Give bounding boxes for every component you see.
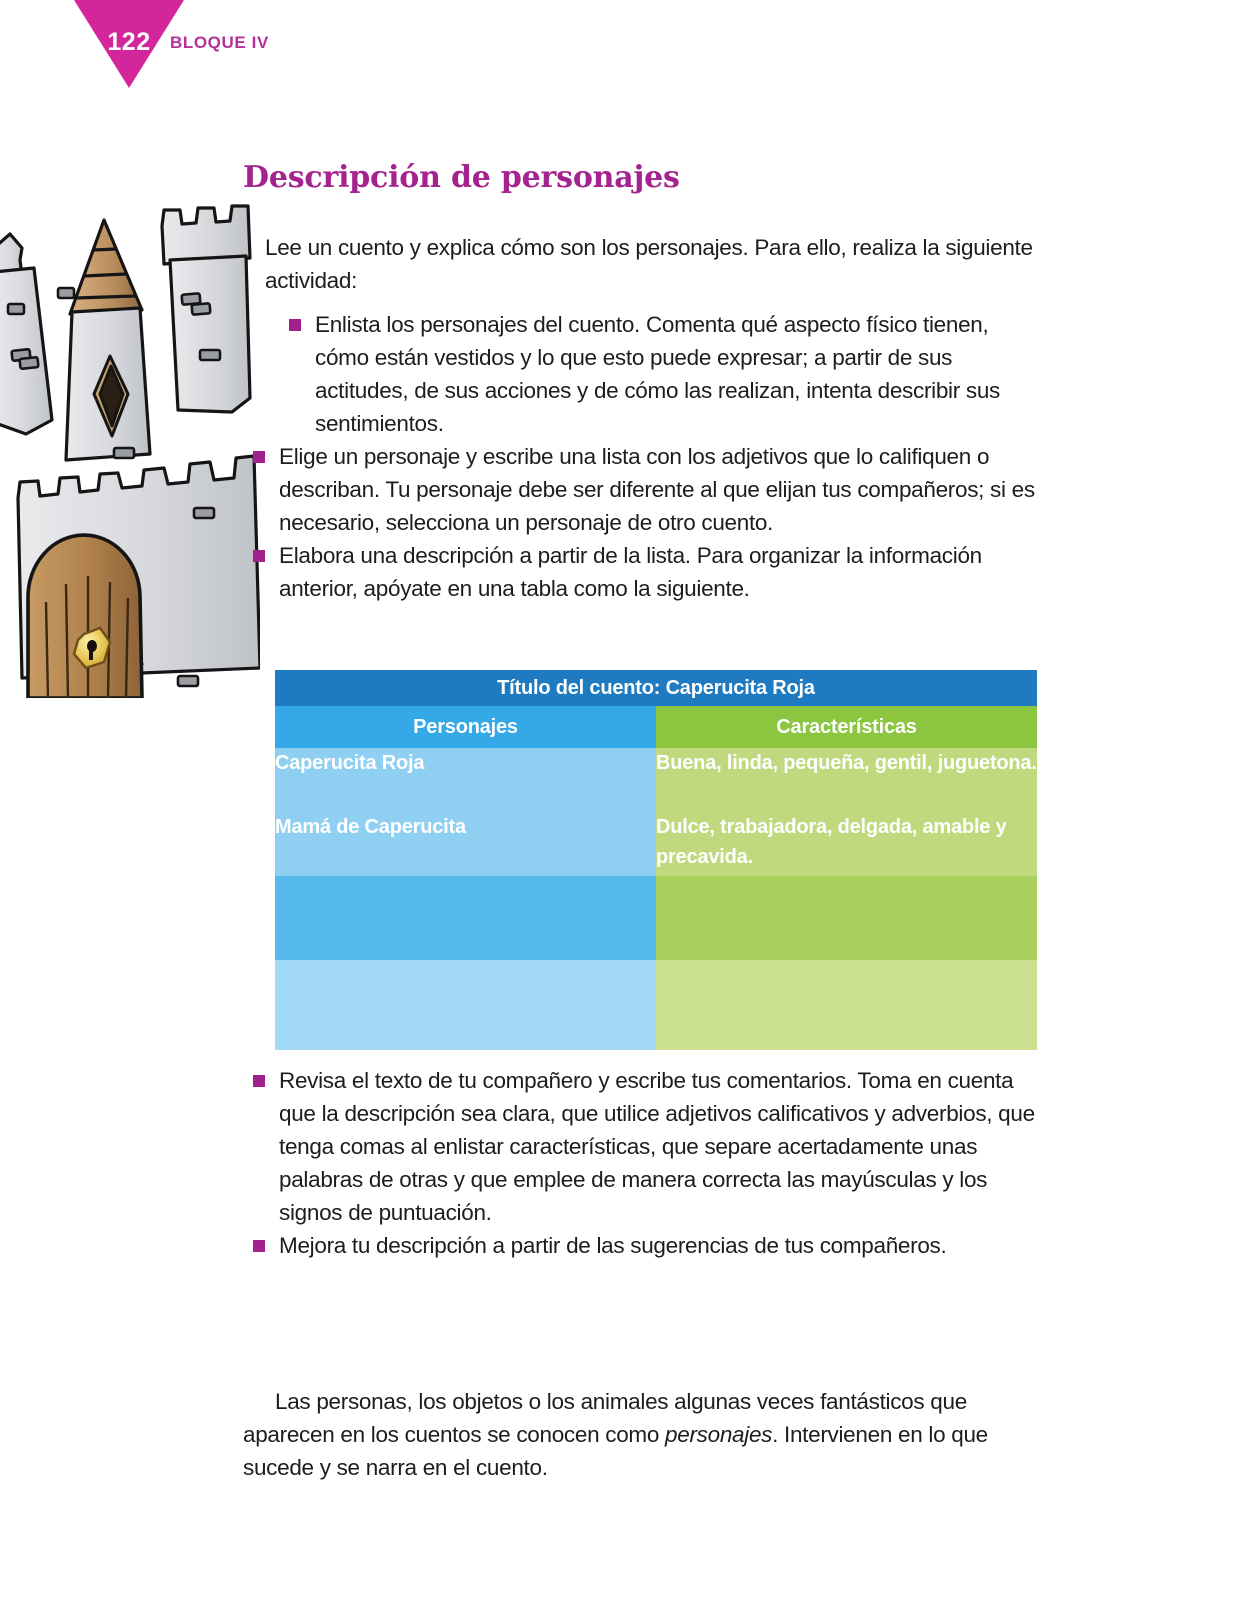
cell-caracteristicas[interactable]: [656, 960, 1037, 1050]
closing-text-part1: Las personas, los objetos o los animales algunas veces fantásticos que aparecen en los cuentos se conocen como: [243, 1388, 967, 1447]
table-row: [275, 748, 1037, 812]
page-number: 122: [107, 28, 151, 56]
table-row: [275, 960, 1037, 1050]
square-bullet-icon: [289, 319, 301, 331]
cell-caracteristicas[interactable]: [656, 876, 1037, 960]
square-bullet-icon: [253, 1075, 265, 1087]
closing-emphasis-term: personajes: [665, 1421, 773, 1447]
table-header-row: [275, 706, 1037, 748]
block-label: BLOQUE IV: [170, 33, 269, 52]
list-item-text: Enlista los personajes del cuento. Comenta qué aspecto físico tienen, cómo están vestidos y lo que esto puede expresar; a partir de sus actitudes, de sus acciones y de cómo las realizan, intenta describir sus sentimientos.: [315, 312, 1001, 436]
table-title-row: [275, 670, 1037, 706]
square-bullet-icon: [253, 550, 265, 562]
list-item: [243, 440, 1043, 539]
cell-personaje[interactable]: [275, 876, 656, 960]
intro-paragraph: Lee un cuento y explica cómo son los personajes. Para ello, realiza la siguiente actividad:: [265, 234, 1033, 293]
upper-instruction-list: [243, 308, 1043, 605]
cell-personaje[interactable]: Caperucita Roja: [275, 748, 656, 812]
list-item-text: Elige un personaje y escribe una lista con los adjetivos que lo califiquen o describan. Tu personaje debe ser diferente al que elijan tus compañeros; si es necesario, selecciona un personaje de otro cuento.: [279, 444, 1035, 535]
list-item: [243, 308, 1043, 440]
cell-caracteristicas[interactable]: Buena, linda, pequeña, gentil, juguetona.: [656, 748, 1037, 812]
character-description-table: [275, 670, 1037, 1050]
table-row: [275, 876, 1037, 960]
page-title: Descripción de personajes: [243, 160, 680, 196]
list-item: [243, 539, 1043, 605]
square-bullet-icon: [253, 1240, 265, 1252]
closing-paragraph: [243, 1385, 1043, 1484]
list-item-text: Mejora tu descripción a partir de las sugerencias de tus compañeros.: [279, 1233, 947, 1258]
list-item-text: Revisa el texto de tu compañero y escribe tus comentarios. Toma en cuenta que la descripción sea clara, que utilice adjetivos calificativos y adverbios, que tenga comas al enlistar características, que separe acertadamente unas palabras de otras y que emplee de manera correcta las mayúsculas y los signos de puntuación.: [279, 1068, 1035, 1225]
column-header-caracteristicas: Características: [656, 706, 1037, 748]
cell-personaje[interactable]: Mamá de Caperucita: [275, 812, 656, 876]
closing-text-part2: . Intervienen en lo que sucede y se narra en el cuento.: [243, 1421, 988, 1480]
lower-instruction-list: [243, 1064, 1043, 1262]
column-header-personajes: Personajes: [275, 706, 656, 748]
list-item-text: Elabora una descripción a partir de la lista. Para organizar la información anterior, apóyate en una tabla como la siguiente.: [279, 543, 982, 601]
list-item: [243, 1064, 1043, 1229]
cell-personaje[interactable]: [275, 960, 656, 1050]
table-title: Título del cuento: Caperucita Roja: [275, 670, 1037, 706]
list-item: [243, 1229, 1043, 1262]
cell-caracteristicas[interactable]: Dulce, trabajadora, delgada, amable y precavida.: [656, 812, 1037, 876]
square-bullet-icon: [253, 451, 265, 463]
table-row: [275, 812, 1037, 876]
